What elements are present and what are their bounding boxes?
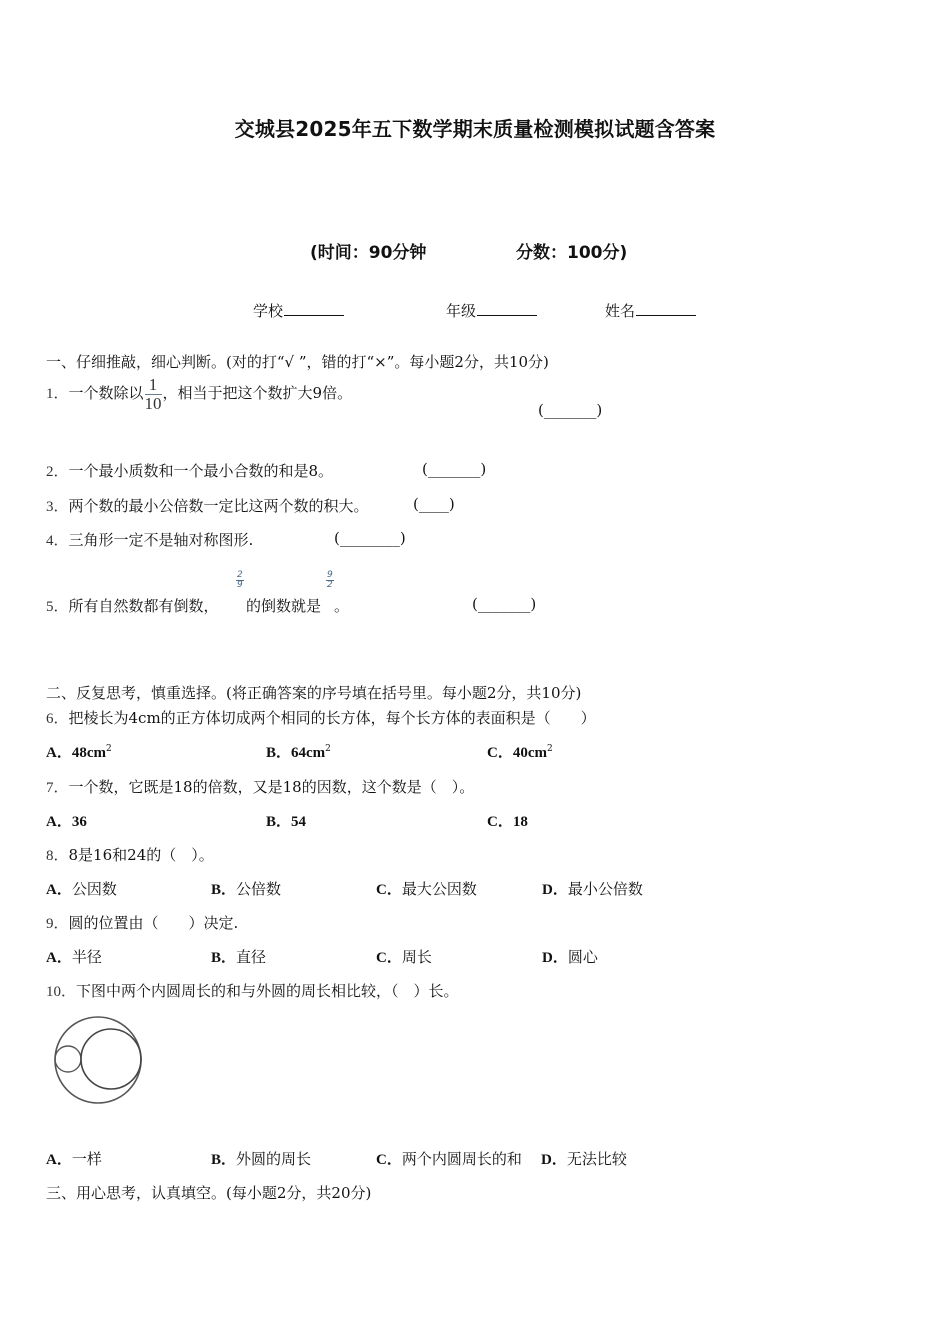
question-text: 所有自然数都有倒数，: [68, 597, 219, 615]
field-grade-blank[interactable]: [477, 300, 537, 316]
question-number: 6．: [46, 711, 69, 727]
section1-heading: 一、仔细推敲，细心判断。(对的打“√ ”，错的打“×”。每小题2分，共10分): [46, 353, 549, 371]
question-text: 圆的位置由（ ）决定.: [68, 914, 239, 932]
option-9a[interactable]: A．半径: [46, 948, 102, 966]
question-text: 把棱长为4cm的正方体切成两个相同的长方体，每个长方体的表面积是（ ）: [68, 709, 596, 727]
option-6b[interactable]: B．$64cm^2$: [266, 744, 331, 761]
question-text: 一个数，它既是18的倍数，又是18的因数，这个数是（ ）。: [68, 778, 475, 796]
question-10: [46, 980, 459, 1001]
option-8a[interactable]: A．公因数: [46, 880, 117, 898]
option-6a[interactable]: A．$48cm^2$: [46, 744, 112, 761]
field-name-label: 姓名: [605, 302, 636, 320]
circles-figure-icon: [50, 1012, 150, 1112]
option-7b[interactable]: B．54: [266, 814, 307, 830]
answer-blank-2[interactable]: (_______): [422, 460, 487, 478]
question-number: 9．: [46, 916, 69, 932]
answer-blank-5[interactable]: (_______): [472, 595, 537, 613]
question-5-end: 。: [334, 597, 350, 615]
question-8: [46, 844, 214, 865]
section2-heading: 二、反复思考，慎重选择。(将正确答案的序号填在括号里。每小题2分，共10分): [46, 684, 582, 702]
option-10b[interactable]: B．外圆的周长: [211, 1150, 312, 1168]
option-7a[interactable]: A．36: [46, 814, 87, 830]
answer-blank-3[interactable]: (____): [413, 495, 455, 513]
question-4: [46, 529, 253, 550]
document-title: 交城县2025年五下数学期末质量检测模拟试题含答案: [234, 117, 716, 141]
score-label: 分数：100分): [516, 243, 628, 263]
option-10c[interactable]: C．两个内圆周长的和: [376, 1150, 522, 1168]
field-school-label: 学校: [253, 302, 284, 320]
option-7c[interactable]: C．18: [487, 814, 528, 830]
question-number: 8．: [46, 848, 69, 864]
question-7: [46, 776, 474, 797]
question-number: 10．: [46, 984, 77, 1000]
question-3: [46, 495, 369, 516]
fraction-two-ninths: 2 9: [237, 570, 243, 590]
field-name-blank[interactable]: [636, 300, 696, 316]
question-1: [46, 376, 352, 412]
field-grade-label: 年级: [446, 302, 477, 320]
field-school[interactable]: [253, 300, 344, 321]
option-9d[interactable]: D．圆心: [542, 948, 598, 966]
field-grade[interactable]: [446, 300, 537, 321]
option-9c[interactable]: C．周长: [376, 948, 432, 966]
question-number: 1．: [46, 386, 69, 402]
question-text: 8是16和24的（ ）。: [68, 846, 214, 864]
field-school-blank[interactable]: [284, 300, 344, 316]
time-label: (时间：90分钟: [310, 243, 427, 263]
question-number: 2．: [46, 464, 69, 480]
question-9: [46, 912, 238, 933]
question-number: 7．: [46, 780, 69, 796]
question-text: 三角形一定不是轴对称图形.: [68, 531, 254, 549]
option-8b[interactable]: B．公倍数: [211, 880, 282, 898]
section3-heading: 三、用心思考，认真填空。(每小题2分，共20分): [46, 1184, 372, 1202]
option-8d[interactable]: D．最小公倍数: [542, 880, 643, 898]
option-9b[interactable]: B．直径: [211, 948, 267, 966]
option-8c[interactable]: C．最大公因数: [376, 880, 477, 898]
question-6: [46, 707, 596, 728]
option-10a[interactable]: A．一样: [46, 1150, 102, 1168]
question-text: ，相当于把这个数扩大9倍。: [162, 384, 353, 402]
question-2: [46, 460, 333, 481]
question-text: 两个数的最小公倍数一定比这两个数的积大。: [68, 497, 369, 515]
fraction-one-tenth: $\frac{1}{10}$: [144, 375, 162, 413]
answer-blank-1[interactable]: (_______): [538, 401, 603, 419]
field-name[interactable]: [605, 300, 696, 321]
answer-blank-4[interactable]: (________): [334, 529, 406, 547]
question-text: 下图中两个内圆周长的和与外圆的周长相比较，（ ）长。: [76, 982, 459, 1000]
question-number: 5．: [46, 599, 69, 615]
question-5-mid: 的倒数就是: [246, 597, 322, 615]
question-text: 一个最小质数和一个最小合数的和是8。: [68, 462, 334, 480]
option-6c[interactable]: C．$40cm^2$: [487, 744, 553, 761]
question-5: [46, 595, 219, 616]
question-number: 4．: [46, 533, 69, 549]
question-number: 3．: [46, 499, 69, 515]
fraction-nine-halves: 9 2: [327, 570, 333, 590]
question-text: 一个数除以: [68, 384, 144, 402]
option-10d[interactable]: D．无法比较: [541, 1150, 627, 1168]
